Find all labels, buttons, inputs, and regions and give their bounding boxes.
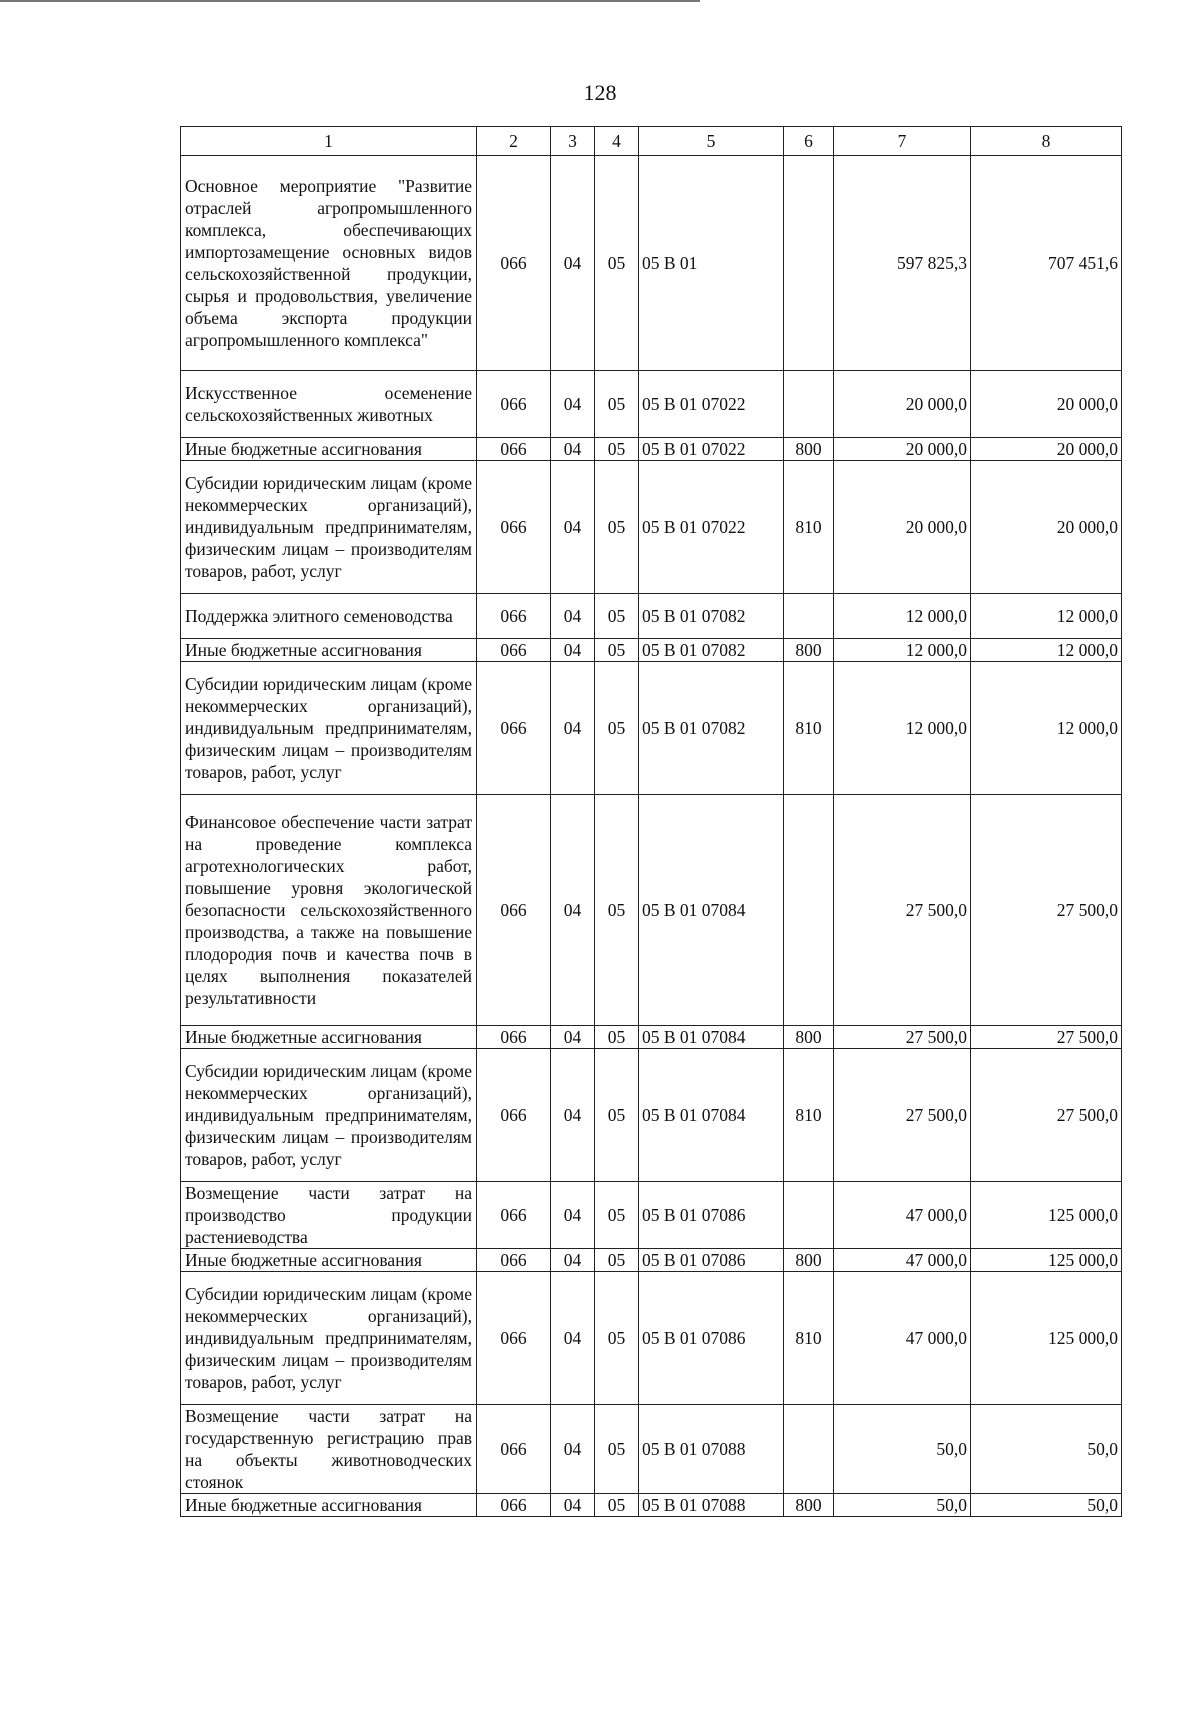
- row-vr-code: 800: [784, 438, 834, 461]
- row-csr-code: 05 В 01 07022: [639, 371, 784, 438]
- table-header-row: [181, 127, 1122, 156]
- row-pr-code: 05: [595, 1249, 639, 1272]
- row-amount-col7: 50,0: [834, 1405, 971, 1494]
- row-pr-code: 05: [595, 1049, 639, 1182]
- table-row: [181, 1494, 1122, 1517]
- row-amount-col7: 27 500,0: [834, 1026, 971, 1049]
- row-amount-col8: 50,0: [971, 1405, 1122, 1494]
- row-csr-code: 05 В 01 07086: [639, 1182, 784, 1249]
- row-name: Иные бюджетные ассигнования: [181, 1249, 477, 1272]
- budget-table: [180, 126, 1122, 1517]
- row-amount-col8: 125 000,0: [971, 1272, 1122, 1405]
- column-header: 6: [784, 127, 834, 156]
- column-header: 2: [477, 127, 551, 156]
- row-pr-code: 05: [595, 662, 639, 795]
- row-amount-col8: 27 500,0: [971, 1026, 1122, 1049]
- row-pr-code: 05: [595, 594, 639, 639]
- row-amount-col8: 125 000,0: [971, 1249, 1122, 1272]
- table-row: [181, 1049, 1122, 1182]
- row-gr-code: 066: [477, 438, 551, 461]
- row-rz-code: 04: [551, 438, 595, 461]
- row-csr-code: 05 В 01 07082: [639, 594, 784, 639]
- row-rz-code: 04: [551, 1272, 595, 1405]
- page-number: 128: [583, 80, 617, 105]
- row-vr-code: [784, 1405, 834, 1494]
- row-csr-code: 05 В 01 07084: [639, 1026, 784, 1049]
- row-amount-col7: 50,0: [834, 1494, 971, 1517]
- row-vr-code: [784, 371, 834, 438]
- row-gr-code: 066: [477, 1049, 551, 1182]
- row-amount-col7: 20 000,0: [834, 461, 971, 594]
- row-gr-code: 066: [477, 371, 551, 438]
- table-row: [181, 461, 1122, 594]
- row-csr-code: 05 В 01 07086: [639, 1249, 784, 1272]
- row-amount-col8: 12 000,0: [971, 639, 1122, 662]
- row-rz-code: 04: [551, 1026, 595, 1049]
- row-gr-code: 066: [477, 156, 551, 371]
- row-vr-code: 810: [784, 1272, 834, 1405]
- row-amount-col8: 20 000,0: [971, 461, 1122, 594]
- row-gr-code: 066: [477, 1026, 551, 1049]
- row-csr-code: 05 В 01 07082: [639, 662, 784, 795]
- row-pr-code: 05: [595, 1182, 639, 1249]
- row-gr-code: 066: [477, 1405, 551, 1494]
- row-amount-col7: 12 000,0: [834, 594, 971, 639]
- row-rz-code: 04: [551, 1494, 595, 1517]
- column-header: 5: [639, 127, 784, 156]
- row-rz-code: 04: [551, 371, 595, 438]
- row-gr-code: 066: [477, 1249, 551, 1272]
- row-amount-col7: 597 825,3: [834, 156, 971, 371]
- table-row: [181, 1182, 1122, 1249]
- row-vr-code: [784, 594, 834, 639]
- table-row: [181, 156, 1122, 371]
- row-name: Основное мероприятие "Развитие отраслей агропромышленного комплекса, обеспечивающих импортозамещение основных видов сельскохозяйственной продукции, сырья и продовольствия, увеличение объема экспорта продукции агропромышленного комплекса": [181, 156, 477, 371]
- row-name: Субсидии юридическим лицам (кроме некоммерческих организаций), индивидуальным предпринимателям, физическим лицам – производителям товаров, работ, услуг: [181, 1272, 477, 1405]
- row-vr-code: [784, 795, 834, 1026]
- row-name: Иные бюджетные ассигнования: [181, 1494, 477, 1517]
- row-vr-code: [784, 156, 834, 371]
- row-name: Поддержка элитного семеноводства: [181, 594, 477, 639]
- row-amount-col7: 47 000,0: [834, 1272, 971, 1405]
- row-amount-col7: 20 000,0: [834, 371, 971, 438]
- table-row: [181, 594, 1122, 639]
- row-vr-code: 810: [784, 461, 834, 594]
- row-gr-code: 066: [477, 594, 551, 639]
- row-amount-col7: 27 500,0: [834, 1049, 971, 1182]
- row-csr-code: 05 В 01 07086: [639, 1272, 784, 1405]
- row-name: Иные бюджетные ассигнования: [181, 639, 477, 662]
- row-vr-code: 800: [784, 1249, 834, 1272]
- row-amount-col7: 12 000,0: [834, 662, 971, 795]
- row-amount-col7: 47 000,0: [834, 1249, 971, 1272]
- row-rz-code: 04: [551, 156, 595, 371]
- row-pr-code: 05: [595, 1026, 639, 1049]
- row-gr-code: 066: [477, 662, 551, 795]
- row-pr-code: 05: [595, 156, 639, 371]
- row-name: Возмещение части затрат на государственную регистрацию прав на объекты животноводческих стоянок: [181, 1405, 477, 1494]
- row-rz-code: 04: [551, 639, 595, 662]
- row-vr-code: [784, 1182, 834, 1249]
- column-header: 1: [181, 127, 477, 156]
- row-amount-col8: 125 000,0: [971, 1182, 1122, 1249]
- row-vr-code: 800: [784, 639, 834, 662]
- column-header: 4: [595, 127, 639, 156]
- row-pr-code: 05: [595, 795, 639, 1026]
- row-pr-code: 05: [595, 438, 639, 461]
- table-row: [181, 1026, 1122, 1049]
- row-gr-code: 066: [477, 1182, 551, 1249]
- row-csr-code: 05 В 01 07088: [639, 1405, 784, 1494]
- row-gr-code: 066: [477, 461, 551, 594]
- row-amount-col8: 27 500,0: [971, 795, 1122, 1026]
- row-pr-code: 05: [595, 1494, 639, 1517]
- row-rz-code: 04: [551, 1049, 595, 1182]
- row-rz-code: 04: [551, 1405, 595, 1494]
- table-row: [181, 662, 1122, 795]
- row-name: Возмещение части затрат на производство продукции растениеводства: [181, 1182, 477, 1249]
- row-amount-col8: 20 000,0: [971, 438, 1122, 461]
- row-rz-code: 04: [551, 795, 595, 1026]
- table-row: [181, 795, 1122, 1026]
- row-rz-code: 04: [551, 662, 595, 795]
- table-row: [181, 438, 1122, 461]
- column-header: 8: [971, 127, 1122, 156]
- row-csr-code: 05 В 01: [639, 156, 784, 371]
- row-vr-code: 800: [784, 1026, 834, 1049]
- row-name: Искусственное осеменение сельскохозяйственных животных: [181, 371, 477, 438]
- row-amount-col8: 12 000,0: [971, 594, 1122, 639]
- row-amount-col8: 707 451,6: [971, 156, 1122, 371]
- row-amount-col8: 50,0: [971, 1494, 1122, 1517]
- table-row: [181, 639, 1122, 662]
- row-amount-col7: 47 000,0: [834, 1182, 971, 1249]
- row-name: Субсидии юридическим лицам (кроме некоммерческих организаций), индивидуальным предпринимателям, физическим лицам – производителям товаров, работ, услуг: [181, 662, 477, 795]
- row-csr-code: 05 В 01 07022: [639, 438, 784, 461]
- row-name: Иные бюджетные ассигнования: [181, 1026, 477, 1049]
- table-row: [181, 371, 1122, 438]
- row-name: Субсидии юридическим лицам (кроме некоммерческих организаций), индивидуальным предпринимателям, физическим лицам – производителям товаров, работ, услуг: [181, 1049, 477, 1182]
- row-csr-code: 05 В 01 07084: [639, 795, 784, 1026]
- row-gr-code: 066: [477, 1494, 551, 1517]
- row-pr-code: 05: [595, 371, 639, 438]
- row-csr-code: 05 В 01 07022: [639, 461, 784, 594]
- table-row: [181, 1272, 1122, 1405]
- row-pr-code: 05: [595, 461, 639, 594]
- row-csr-code: 05 В 01 07088: [639, 1494, 784, 1517]
- row-amount-col7: 20 000,0: [834, 438, 971, 461]
- row-vr-code: 810: [784, 662, 834, 795]
- table-row: [181, 1249, 1122, 1272]
- row-vr-code: 810: [784, 1049, 834, 1182]
- top-border-line: [0, 0, 700, 2]
- row-pr-code: 05: [595, 1405, 639, 1494]
- row-pr-code: 05: [595, 639, 639, 662]
- row-gr-code: 066: [477, 639, 551, 662]
- column-header: 7: [834, 127, 971, 156]
- row-rz-code: 04: [551, 461, 595, 594]
- row-rz-code: 04: [551, 1182, 595, 1249]
- row-name: Финансовое обеспечение части затрат на проведение комплекса агротехнологических работ, повышение уровня экологической безопасности сельскохозяйственного производства, а также на повышение плодородия почв и качества почв в целях выполнения показателей результативности: [181, 795, 477, 1026]
- column-header: 3: [551, 127, 595, 156]
- row-rz-code: 04: [551, 594, 595, 639]
- row-amount-col7: 27 500,0: [834, 795, 971, 1026]
- row-rz-code: 04: [551, 1249, 595, 1272]
- row-gr-code: 066: [477, 1272, 551, 1405]
- row-amount-col8: 27 500,0: [971, 1049, 1122, 1182]
- row-name: Иные бюджетные ассигнования: [181, 438, 477, 461]
- row-amount-col8: 12 000,0: [971, 662, 1122, 795]
- row-vr-code: 800: [784, 1494, 834, 1517]
- table-row: [181, 1405, 1122, 1494]
- row-gr-code: 066: [477, 795, 551, 1026]
- row-csr-code: 05 В 01 07082: [639, 639, 784, 662]
- row-name: Субсидии юридическим лицам (кроме некоммерческих организаций), индивидуальным предпринимателям, физическим лицам – производителям товаров, работ, услуг: [181, 461, 477, 594]
- row-csr-code: 05 В 01 07084: [639, 1049, 784, 1182]
- row-pr-code: 05: [595, 1272, 639, 1405]
- row-amount-col8: 20 000,0: [971, 371, 1122, 438]
- row-amount-col7: 12 000,0: [834, 639, 971, 662]
